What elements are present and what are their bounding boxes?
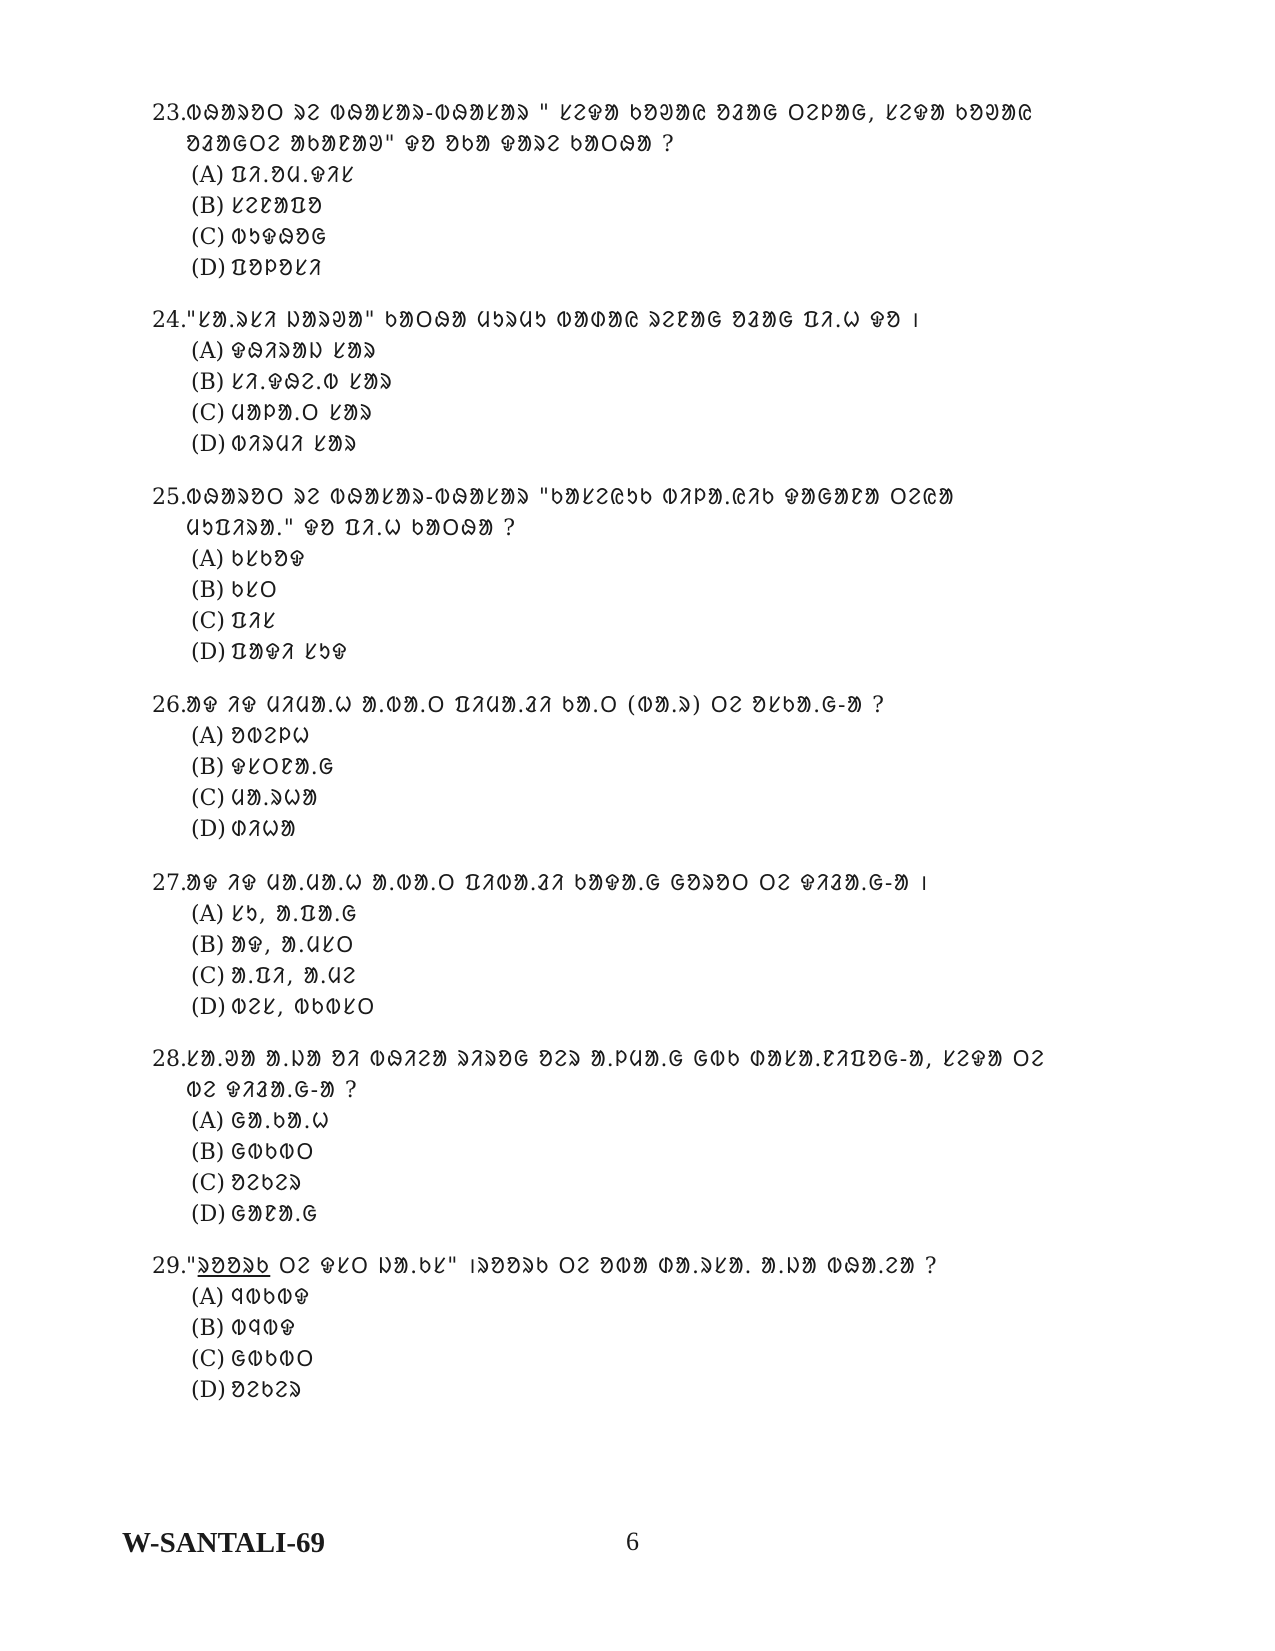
option-d	[191, 1199, 1072, 1230]
question-stem	[152, 690, 1072, 721]
question-number: 28.	[152, 1047, 187, 1072]
option-text: ᱯᱟᱫᱤ ᱥᱩᱫ	[231, 640, 349, 665]
question-number: 24.	[152, 308, 187, 333]
option-text: ᱥᱤ.ᱫᱷᱮᱹᱵ ᱥᱟᱨ	[231, 370, 394, 395]
option-a	[191, 160, 1072, 191]
option-text: ᱵᱩᱫᱷᱚᱜ	[231, 225, 328, 250]
option-text: ᱵᱧᱵᱫ	[231, 1316, 297, 1341]
option-a	[191, 1106, 1072, 1137]
option-letter: (D)	[191, 256, 226, 281]
option-letter: (D)	[191, 817, 226, 842]
question-text: ᱟᱫ ᱤᱫ ᱢᱟᱹᱢᱟᱹᱦ ᱟᱹᱵᱟᱹᱛ ᱯᱤᱵᱟᱹᱲᱤ ᱠᱟᱫᱟᱹᱜ ᱜᱚᱨᱚᱛ ᱛᱮ ᱫᱤᱲᱟᱹᱜ-ᱟ ।	[186, 871, 929, 896]
options-list	[191, 160, 1072, 284]
option-text: ᱢᱟᱹᱨᱦᱟ	[231, 786, 319, 811]
options-list	[191, 721, 1072, 845]
page-number: 6	[626, 1527, 639, 1556]
option-text: ᱟᱹᱯᱤ, ᱟᱹᱢᱮ	[231, 964, 358, 989]
option-a	[191, 336, 1072, 367]
option-a	[191, 899, 1072, 930]
options-list	[191, 1106, 1072, 1230]
exam-code: W-SANTALI-69	[122, 1527, 326, 1559]
option-c	[191, 961, 1072, 992]
question-text: ᱵᱷᱟᱨᱚᱛ ᱨᱮ ᱵᱷᱟᱥᱟᱨ-ᱵᱷᱟᱥᱟᱨ " ᱥᱮᱫᱟ ᱠᱚᱣᱟᱭ ᱚᱲᱟᱜ ᱛᱮᱞᱟᱜ, ᱥᱮᱫᱟ ᱠᱚᱣᱟᱭ ᱚᱲᱟᱜᱛᱮ ᱟᱠᱟᱱᱟᱣ" ᱫᱚ ᱚᱠᱟ ᱫᱟᱨᱮ ᱠᱟᱛᱷᱟ ?	[186, 101, 1034, 157]
question-29	[152, 1251, 1072, 1406]
option-c	[191, 606, 1072, 637]
underlined-word: ᱨᱚᱚᱨᱠ	[197, 1254, 271, 1279]
question-stem	[152, 98, 1072, 160]
option-text: ᱯᱤᱥ	[231, 609, 277, 634]
option-text: ᱟᱫ, ᱟ.ᱢᱥᱛ	[231, 933, 355, 958]
option-c	[191, 222, 1072, 253]
question-26	[152, 690, 1072, 845]
option-text: ᱧᱵᱠᱵᱫ	[231, 1285, 311, 1310]
option-letter: (C)	[191, 1347, 225, 1372]
option-d	[191, 637, 1072, 668]
question-text-open: "	[186, 1254, 198, 1279]
option-text: ᱵᱮᱥ, ᱵᱠᱵᱥᱛ	[231, 995, 376, 1020]
question-25	[152, 482, 1072, 668]
question-27	[152, 868, 1072, 1023]
option-text: ᱵᱤᱨᱢᱤ ᱥᱟᱨ	[231, 432, 358, 457]
option-letter: (A)	[191, 547, 225, 572]
option-text: ᱚᱵᱮᱞᱦ	[231, 724, 311, 749]
option-c	[191, 1344, 1072, 1375]
option-text: ᱯᱚᱞᱚᱥᱤ	[231, 256, 323, 281]
option-letter: (A)	[191, 1109, 225, 1134]
option-letter: (A)	[191, 339, 225, 364]
option-letter: (A)	[191, 163, 225, 188]
option-b	[191, 1313, 1072, 1344]
options-list	[191, 544, 1072, 668]
option-text: ᱠᱥᱛ	[231, 578, 279, 603]
option-text: ᱜᱵᱠᱵᱛ	[231, 1140, 315, 1165]
option-b	[191, 575, 1072, 606]
option-d	[191, 429, 1072, 460]
option-letter: (B)	[191, 1316, 225, 1341]
option-text: ᱜᱟ.ᱠᱟ.ᱦ	[231, 1109, 331, 1134]
option-b	[191, 191, 1072, 222]
option-letter: (B)	[191, 370, 225, 395]
option-b	[191, 367, 1072, 398]
option-text: ᱚᱮᱠᱮᱨ	[231, 1171, 303, 1196]
question-23	[152, 98, 1072, 284]
option-letter: (B)	[191, 194, 225, 219]
option-text: ᱫᱥᱛᱱᱟᱹᱜ	[231, 755, 336, 780]
question-text: ᱥᱟᱹᱣᱟ ᱟ.ᱡᱟ ᱚᱤ ᱵᱷᱤᱮᱟ ᱨᱤᱨᱚᱜ ᱚᱮᱨ ᱟᱹᱞᱢᱟᱹᱜ ᱜᱵᱠ ᱰᱟᱥᱟᱹᱱᱤᱯᱚᱜ-ᱟ, ᱥᱮᱫᱟ ᱛᱮ ᱵᱮ ᱫᱤᱲᱟᱹᱜ-ᱟ ?	[186, 1047, 1046, 1103]
question-text-rest: ᱛᱮ ᱫᱥᱛ ᱡᱟ.ᱠᱥ" ।ᱨᱚᱚᱨᱠ ᱛᱮ ᱚᱵᱟ ᱰᱟ.ᱨᱥᱟᱹ ᱟ.ᱡᱟ ᱵᱷᱟᱹᱮᱟ ?	[270, 1254, 939, 1279]
option-letter: (C)	[191, 401, 225, 426]
option-letter: (D)	[191, 1202, 226, 1227]
option-c	[191, 1168, 1072, 1199]
question-number: 25.	[152, 485, 187, 510]
option-text: ᱚᱮᱠᱮᱨ	[231, 1378, 303, 1403]
option-d	[191, 1375, 1072, 1406]
option-text: ᱥᱩ, ᱟᱹᱯᱟᱹᱜ	[231, 902, 359, 927]
option-d	[191, 253, 1072, 284]
question-stem	[152, 1044, 1072, 1106]
option-letter: (B)	[191, 578, 225, 603]
question-stem	[152, 1251, 1072, 1282]
option-text: ᱜᱵᱠᱵᱛ	[231, 1347, 315, 1372]
question-number: 23.	[152, 101, 187, 126]
options-list	[191, 336, 1072, 460]
option-a	[191, 721, 1072, 752]
question-number: 27.	[152, 871, 187, 896]
option-text: ᱢᱟᱞᱟᱹᱛ ᱥᱟᱨ	[231, 401, 374, 426]
option-text: ᱰᱤᱦᱟ	[231, 817, 298, 842]
option-text: ᱥᱮᱱᱟᱯᱚ	[231, 194, 324, 219]
option-letter: (C)	[191, 609, 225, 634]
option-a	[191, 1282, 1072, 1313]
option-letter: (A)	[191, 902, 225, 927]
options-list	[191, 1282, 1072, 1406]
option-b	[191, 752, 1072, 783]
question-text: "ᱥᱟᱹᱨᱥᱤ ᱡᱟᱨᱣᱟ" ᱠᱟᱛᱷᱟ ᱢᱩᱨᱢᱩ ᱵᱟᱰᱟᱭ ᱨᱮᱱᱟᱜ ᱚᱲᱟᱜ ᱯᱤ.ᱦ ᱫᱚ ।	[186, 308, 921, 333]
question-stem	[152, 305, 1072, 336]
option-b	[191, 930, 1072, 961]
option-text: ᱫᱷᱤᱨᱟᱡ ᱥᱟᱨ	[231, 339, 378, 364]
option-a	[191, 544, 1072, 575]
question-stem	[152, 868, 1072, 899]
option-letter: (A)	[191, 1285, 225, 1310]
question-stem	[152, 482, 1072, 544]
option-text: ᱯᱤ.ᱚᱢ.ᱫᱤᱥ	[231, 163, 356, 188]
option-d	[191, 814, 1072, 845]
question-number: 26.	[152, 693, 187, 718]
option-text: ᱜᱟᱱᱟᱹᱜ	[231, 1202, 319, 1227]
question-text: ᱟᱫ ᱤᱫ ᱢᱤᱢᱟᱹᱦ ᱟᱹᱵᱟᱹᱛ ᱯᱤᱢᱟᱹᱲᱤ ᱠᱟᱹᱛ (ᱵᱟᱹᱨ) ᱛᱮ ᱚᱥᱠᱟ.ᱜ-ᱟ ?	[186, 693, 886, 718]
option-letter: (D)	[191, 1378, 226, 1403]
option-letter: (B)	[191, 933, 225, 958]
option-letter: (B)	[191, 755, 225, 780]
question-text	[186, 1251, 1072, 1282]
option-d	[191, 992, 1072, 1023]
option-letter: (D)	[191, 640, 226, 665]
option-letter: (D)	[191, 995, 226, 1020]
question-text: ᱵᱷᱟᱨᱚᱛ ᱨᱮ ᱵᱷᱟᱥᱟᱨ-ᱵᱷᱟᱥᱟᱨ "ᱠᱟᱥᱮᱭᱩᱠ ᱵᱤᱞᱟᱹᱭᱤᱠ ᱫᱟᱜᱟᱱᱟ ᱛᱮᱭᱟ ᱢᱩᱯᱤᱨᱟᱹ" ᱫᱚ ᱯᱤ.ᱦ ᱠᱟᱛᱷᱟ ?	[186, 485, 956, 541]
option-letter: (D)	[191, 432, 226, 457]
option-letter: (C)	[191, 225, 225, 250]
option-b	[191, 1137, 1072, 1168]
option-letter: (C)	[191, 1171, 225, 1196]
question-24	[152, 305, 1072, 460]
option-letter: (C)	[191, 964, 225, 989]
option-c	[191, 783, 1072, 814]
option-c	[191, 398, 1072, 429]
option-text: ᱠᱥᱠᱚᱫ	[231, 547, 307, 572]
options-list	[191, 899, 1072, 1023]
question-28	[152, 1044, 1072, 1230]
option-letter: (B)	[191, 1140, 225, 1165]
option-letter: (C)	[191, 786, 225, 811]
question-number: 29.	[152, 1254, 187, 1279]
option-letter: (A)	[191, 724, 225, 749]
